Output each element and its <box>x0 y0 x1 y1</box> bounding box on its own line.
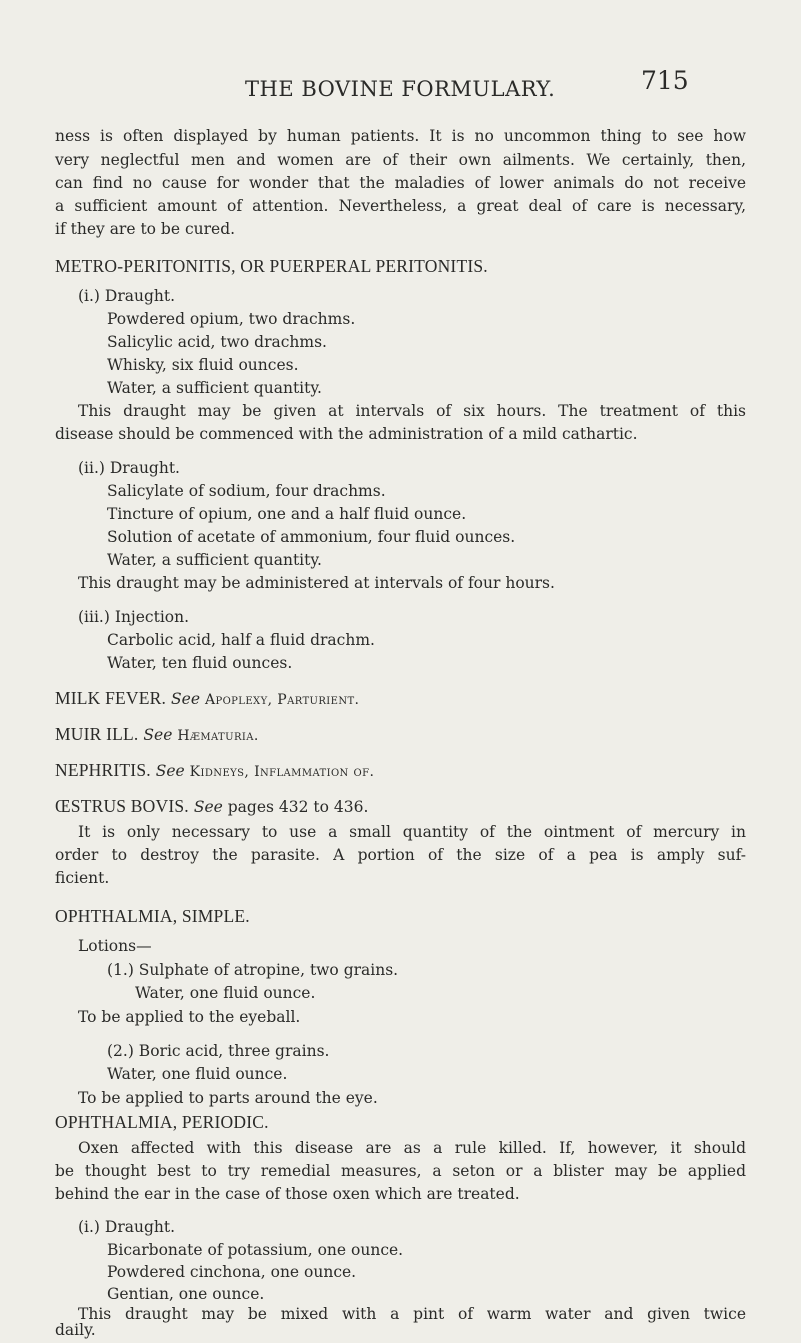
note-line: This draught may be given at intervals of six hours. The treatment of this <box>78 402 746 420</box>
ingredient: Water, one fluid ounce. <box>107 1065 288 1083</box>
section-heading-muir: MUIR ILL. <box>55 724 139 744</box>
body-line: behind the ear in the case of those oxen which are treated. <box>55 1185 520 1203</box>
note-line: To be applied to the eyeball. <box>78 1008 301 1026</box>
ingredient: Gentian, one ounce. <box>107 1285 265 1303</box>
entry-milk-fever <box>55 688 359 710</box>
intro-line: if they are to be cured. <box>55 220 236 238</box>
intro-line: a sufficient amount of attention. Nevertheless, a great deal of care is necessary, <box>55 197 746 215</box>
page-reference: pages 432 to 436. <box>227 798 369 816</box>
body-line: Oxen affected with this disease are as a rule killed. If, however, it should <box>78 1139 746 1157</box>
ingredient: Tincture of opium, one and a half fluid ounce. <box>107 505 467 523</box>
lotion-title: (2.) Boric acid, three grains. <box>107 1042 330 1060</box>
ingredient: Bicarbonate of potassium, one ounce. <box>107 1241 404 1259</box>
intro-line: very neglectful men and women are of their own ailments. We certainly, then, <box>55 151 746 169</box>
page-number: 715 <box>641 66 689 95</box>
ingredient: Water, ten fluid ounces. <box>107 654 293 672</box>
ingredient: Water, a sufficient quantity. <box>107 379 322 397</box>
section-heading-metro: METRO-PERITONITIS, OR PUERPERAL PERITONITIS. <box>55 256 488 276</box>
entry-oestrus-bovis <box>55 796 368 817</box>
see-label: See <box>193 798 223 816</box>
section-heading-oestrus: ŒSTRUS BOVIS. <box>55 796 189 816</box>
ingredient: Powdered opium, two drachms. <box>107 310 356 328</box>
ingredient: Salicylate of sodium, four drachms. <box>107 482 386 500</box>
draught-title: (i.) Draught. <box>78 1218 176 1236</box>
running-head: THE BOVINE FORMULARY. <box>245 77 556 101</box>
entry-nephritis <box>55 760 374 782</box>
cross-reference: Kidneys, Inflammation of. <box>189 764 375 780</box>
draught-title: (ii.) Draught. <box>78 459 180 477</box>
intro-line: can find no cause for wonder that the maladies of lower animals do not receive <box>55 174 746 192</box>
see-label: See <box>155 762 185 780</box>
body-line: be thought best to try remedial measures, a seton or a blister may be applied <box>55 1162 746 1180</box>
ingredient: Salicylic acid, two drachms. <box>107 333 327 351</box>
section-heading-ophthalmia-simple: OPHTHALMIA, SIMPLE. <box>55 906 250 926</box>
body-line: order to destroy the parasite. A portion of the size of a pea is amply suf- <box>55 846 746 864</box>
section-heading-milk: MILK FEVER. <box>55 688 167 708</box>
note-line-continued: daily. <box>55 1321 96 1339</box>
body-line: It is only necessary to use a small quantity of the ointment of mercury in <box>78 823 746 841</box>
see-label: See <box>171 690 200 708</box>
ingredient: Water, a sufficient quantity. <box>107 551 322 569</box>
ingredient: Solution of acetate of ammonium, four fluid ounces. <box>107 528 516 546</box>
note-line: disease should be commenced with the administration of a mild cathartic. <box>55 425 638 443</box>
note-line: This draught may be administered at intervals of four hours. <box>78 574 555 592</box>
section-heading-ophthalmia-periodic: OPHTHALMIA, PERIODIC. <box>55 1112 269 1132</box>
body-line: ficient. <box>55 869 110 887</box>
note-line: This draught may be mixed with a pint of warm water and given twice <box>78 1305 746 1323</box>
draught-title: (i.) Draught. <box>78 287 176 305</box>
section-heading-nephritis: NEPHRITIS. <box>55 760 151 780</box>
entry-muir-ill <box>55 724 259 746</box>
see-label: See <box>143 726 173 744</box>
cross-reference: Hæmaturia. <box>177 728 259 744</box>
injection-title: (iii.) Injection. <box>78 608 190 626</box>
lotions-label: Lotions— <box>78 937 152 955</box>
lotion-title: (1.) Sulphate of atropine, two grains. <box>107 961 399 979</box>
intro-line: ness is often displayed by human patients. It is no uncommon thing to see how <box>55 127 746 145</box>
ingredient: Powdered cinchona, one ounce. <box>107 1263 357 1281</box>
note-line: To be applied to parts around the eye. <box>78 1089 378 1107</box>
ingredient: Water, one fluid ounce. <box>135 984 316 1002</box>
cross-reference: Apoplexy, Parturient. <box>204 692 360 708</box>
ingredient: Carbolic acid, half a fluid drachm. <box>107 631 375 649</box>
ingredient: Whisky, six fluid ounces. <box>107 356 299 374</box>
